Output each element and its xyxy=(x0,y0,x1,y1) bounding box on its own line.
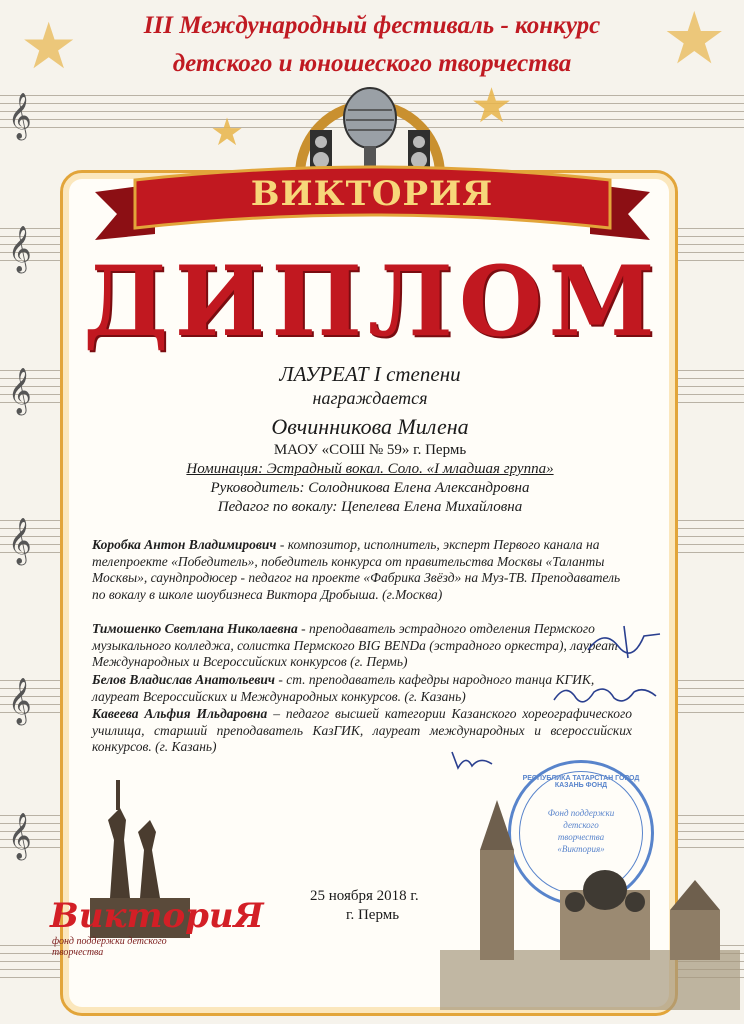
festival-title-line2: детского и юношеского творчества xyxy=(172,50,572,77)
star-icon: ★ xyxy=(210,112,245,154)
jury-description: - ст. преподаватель кафедры народного танца КГИК, лауреат Всероссийских и Международных конкурсов. (г. Казань) xyxy=(92,672,595,704)
issue-date: 25 ноября 2018 г. xyxy=(310,888,419,904)
victoria-logo: ВикториЯ xyxy=(50,896,264,936)
jury-entry xyxy=(92,537,632,603)
vocal-teacher: Педагог по вокалу: Цепелева Елена Михайловна xyxy=(217,499,523,515)
recipient-name: Овчинникова Милена xyxy=(271,414,469,439)
award-awarded-label: награждается xyxy=(312,388,428,408)
stamp-center-text: Фонд поддержки детского творчества «Виктория» xyxy=(547,808,615,854)
jury-name: Кавеева Альфия Ильдаровна xyxy=(92,706,268,721)
jury-description: - композитор, исполнитель, эксперт Первого канала на телепроекте «Победитель», победитель конкурса от правительства Москвы «Таланты Москвы», саундпродюсер - педагог на проекте «Фабрика Звёзд» на Муз-ТВ. Преподаватель по вокалу в школе шоубизнеса Виктора Дробыша. (г.Москва) xyxy=(92,537,621,602)
jury-description: - преподаватель эстрадного отделения Пермского музыкального колледжа, солистка Пермского BIG BENDa (эстрадного оркестра), лауреат Международных и Всероссийских конкурсов (г. Пермь) xyxy=(92,621,618,670)
star-icon: ★ xyxy=(20,11,78,82)
festival-title-line1: III Международный фестиваль - конкурс xyxy=(143,12,601,39)
signature-3 xyxy=(448,744,498,774)
award-degree: ЛАУРЕАТ I степени xyxy=(279,362,461,386)
treble-clef-icon: 𝄞 xyxy=(8,518,32,563)
treble-clef-icon: 𝄞 xyxy=(8,368,32,413)
jury-name: Белов Владислав Анатольевич xyxy=(92,672,275,687)
stamp-ring-text: РЕСПУБЛИКА ТАТАРСТАН ГОРОД КАЗАНЬ ФОНД xyxy=(522,775,640,789)
star-icon: ★ xyxy=(662,0,727,79)
treble-clef-icon: 𝄞 xyxy=(8,93,32,138)
jury-entry xyxy=(92,621,632,671)
jury-name: Коробка Антон Владимирович xyxy=(92,537,277,552)
signature-1 xyxy=(584,622,664,662)
nomination: Номинация: Эстрадный вокал. Соло. «I младшая группа» xyxy=(186,461,554,477)
leader: Руководитель: Солодникова Елена Александровна xyxy=(210,480,530,496)
jury-entry xyxy=(92,706,632,756)
cityscape-illustration xyxy=(440,790,740,1010)
signature-2 xyxy=(550,680,660,710)
recipient-school: МАОУ «СОШ № 59» г. Пермь xyxy=(273,442,467,458)
ribbon-title: ВИКТОРИЯ xyxy=(250,174,494,214)
treble-clef-icon: 𝄞 xyxy=(8,813,32,858)
jury-name: Тимошенко Светлана Николаевна xyxy=(92,621,298,636)
star-icon: ★ xyxy=(470,80,514,133)
treble-clef-icon: 𝄞 xyxy=(8,226,32,271)
logo-caption: фонд поддержки детского творчества xyxy=(52,936,167,958)
jury-description: – педагог высшей категории Казанского хореографического училища, старший преподаватель КазГИК, лауреат международных и всероссийских конкурсов. (г. Казань) xyxy=(92,706,632,755)
treble-clef-icon: 𝄞 xyxy=(8,678,32,723)
document-title: ДИПЛОМ xyxy=(83,245,661,358)
issue-city: г. Пермь xyxy=(346,907,400,923)
